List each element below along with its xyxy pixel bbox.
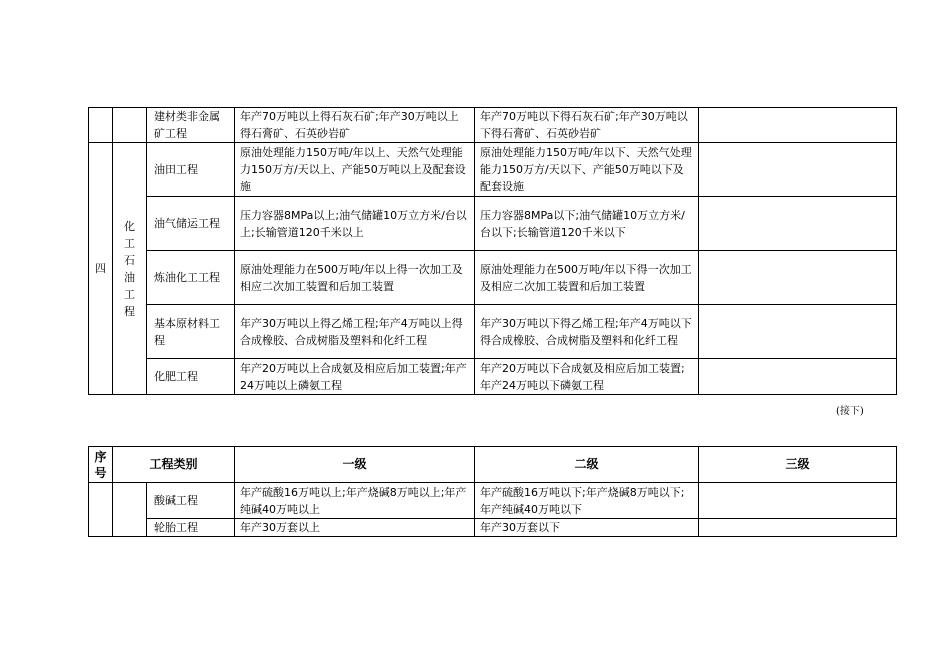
level2-cell: 年产70万吨以下得石灰石矿;年产30万吨以下得石膏矿、石英砂岩矿 <box>475 108 699 143</box>
header-seq <box>89 447 113 483</box>
table-row <box>89 359 897 395</box>
project-name-cell: 基本原材料工程 <box>147 305 235 359</box>
project-name-cell: 建材类非金属矿工程 <box>147 108 235 143</box>
qualification-table-bottom <box>88 446 897 537</box>
table-row <box>89 197 897 251</box>
level3-cell <box>699 251 897 305</box>
category-cell <box>113 108 147 143</box>
level3-cell <box>699 519 897 537</box>
level3-cell <box>699 359 897 395</box>
level2-cell: 年产30万吨以下得乙烯工程;年产4万吨以下得合成橡胶、合成树脂及塑料和化纤工程 <box>475 305 699 359</box>
level3-cell <box>699 197 897 251</box>
category-cell <box>113 483 147 537</box>
group-seq-cell: 四 <box>89 143 113 395</box>
level1-cell: 年产30万吨以上得乙烯工程;年产4万吨以上得合成橡胶、合成树脂及塑料和化纤工程 <box>235 305 475 359</box>
qualification-table-top <box>88 107 897 395</box>
table-row <box>89 305 897 359</box>
header-level1: 一级 <box>235 447 475 483</box>
header-level3: 三级 <box>699 447 897 483</box>
level2-cell: 原油处理能力150万吨/年以下、天然气处理能力150万方/天以下、产能50万吨以下及配套设施 <box>475 143 699 197</box>
level3-cell <box>699 483 897 519</box>
group-category-label: 化工石油工程 <box>124 219 135 318</box>
project-name-cell: 化肥工程 <box>147 359 235 395</box>
level3-cell <box>699 143 897 197</box>
level1-cell: 年产20万吨以上合成氨及相应后加工装置;年产24万吨以上磷氨工程 <box>235 359 475 395</box>
level2-cell: 年产硫酸16万吨以下;年产烧碱8万吨以下;年产纯碱40万吨以下 <box>475 483 699 519</box>
group-category-cell <box>113 143 147 395</box>
level1-cell: 年产30万套以上 <box>235 519 475 537</box>
header-category: 工程类别 <box>113 447 235 483</box>
level1-cell: 原油处理能力在500万吨/年以上得一次加工及相应二次加工装置和后加工装置 <box>235 251 475 305</box>
table-row <box>89 143 897 197</box>
header-level2: 二级 <box>475 447 699 483</box>
table-header-row <box>89 447 897 483</box>
table-row <box>89 108 897 143</box>
level3-cell <box>699 305 897 359</box>
project-name-cell: 酸碱工程 <box>147 483 235 519</box>
level3-cell <box>699 108 897 143</box>
level2-cell: 年产30万套以下 <box>475 519 699 537</box>
project-name-cell: 油田工程 <box>147 143 235 197</box>
level1-cell: 年产硫酸16万吨以上;年产烧碱8万吨以上;年产纯碱40万吨以上 <box>235 483 475 519</box>
level1-cell: 压力容器8MPa以上;油气储罐10万立方米/台以上;长输管道120千米以上 <box>235 197 475 251</box>
level2-cell: 年产20万吨以下合成氨及相应后加工装置;年产24万吨以下磷氨工程 <box>475 359 699 395</box>
level1-cell: 年产70万吨以上得石灰石矿;年产30万吨以上得石膏矿、石英砂岩矿 <box>235 108 475 143</box>
level2-cell: 原油处理能力在500万吨/年以下得一次加工及相应二次加工装置和后加工装置 <box>475 251 699 305</box>
table-row <box>89 483 897 519</box>
header-seq-label: 序号 <box>94 449 107 480</box>
project-name-cell: 轮胎工程 <box>147 519 235 537</box>
project-name-cell: 炼油化工工程 <box>147 251 235 305</box>
level1-cell: 原油处理能力150万吨/年以上、天然气处理能力150万方/天以上、产能50万吨以上及配套设施 <box>235 143 475 197</box>
seq-cell <box>89 483 113 537</box>
continuation-note: (接下) <box>836 406 864 417</box>
seq-cell <box>89 108 113 143</box>
table-row <box>89 251 897 305</box>
project-name-cell: 油气储运工程 <box>147 197 235 251</box>
level2-cell: 压力容器8MPa以下;油气储罐10万立方米/台以下;长输管道120千米以下 <box>475 197 699 251</box>
table-row <box>89 519 897 537</box>
